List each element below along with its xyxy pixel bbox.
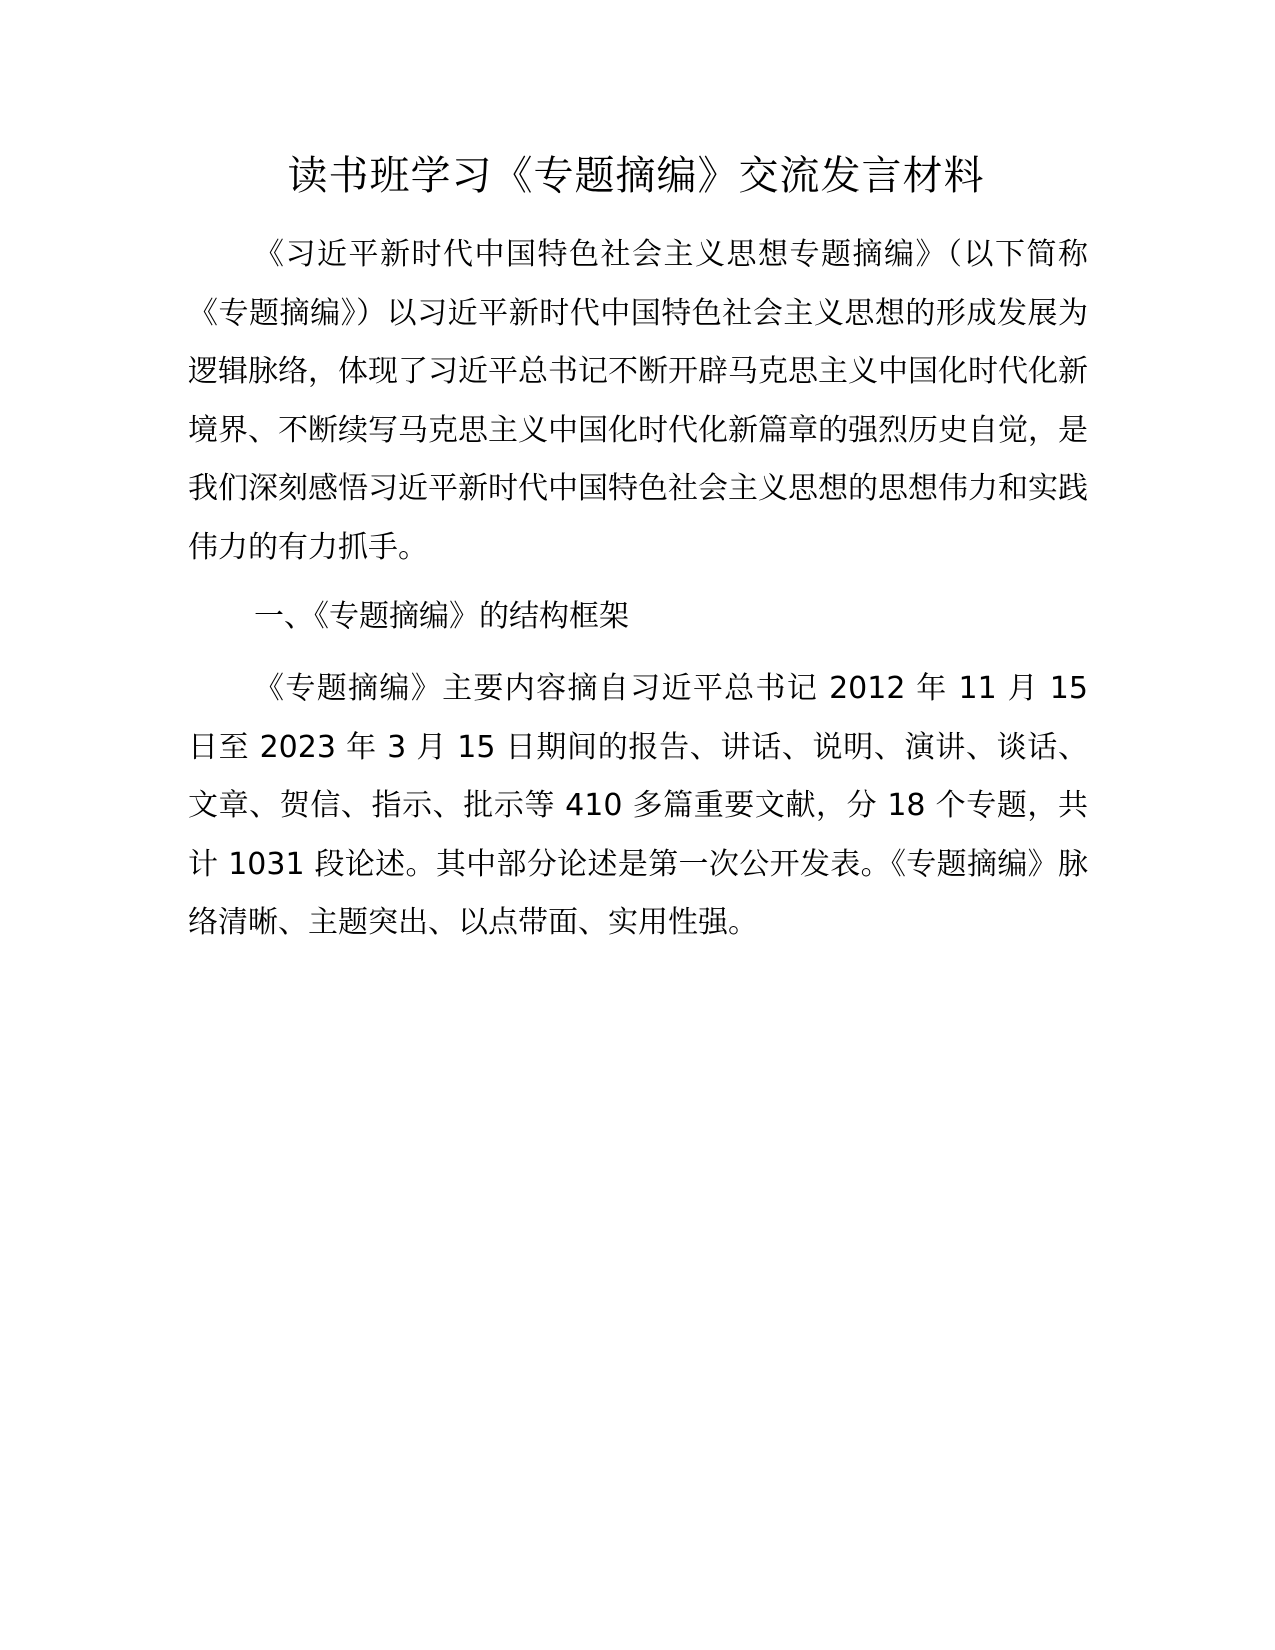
intro-paragraph: 《习近平新时代中国特色社会主义思想专题摘编》（以下简称《专题摘编》）以习近平新时代中国特色社会主义思想的形成发展为逻辑脉络，体现了习近平总书记不断开辟马克思主义中国化时代化新境界、不断续写马克思主义中国化时代化新篇章的强烈历史自觉，是我们深刻感悟习近平新时代中国特色社会主义思想的思想伟力和实践伟力的有力抓手。: [188, 237, 1088, 565]
section-heading: 一、《专题摘编》的结构框架: [254, 599, 629, 634]
document-title: 读书班学习《专题摘编》交流发言材料: [287, 153, 985, 199]
section-paragraph: 《专题摘编》主要内容摘自习近平总书记 2012 年 11 月 15 日至 2023 年 3 月 15 日期间的报告、讲话、说明、演讲、谈话、文章、贺信、指示、批示等 410 多篇重要文献，分 18 个专题，共计 1031 段论述。其中部分论述是第一次公开发表。《专题摘编》脉络清晰、主题突出、以点带面、实用性强。: [188, 671, 1088, 940]
